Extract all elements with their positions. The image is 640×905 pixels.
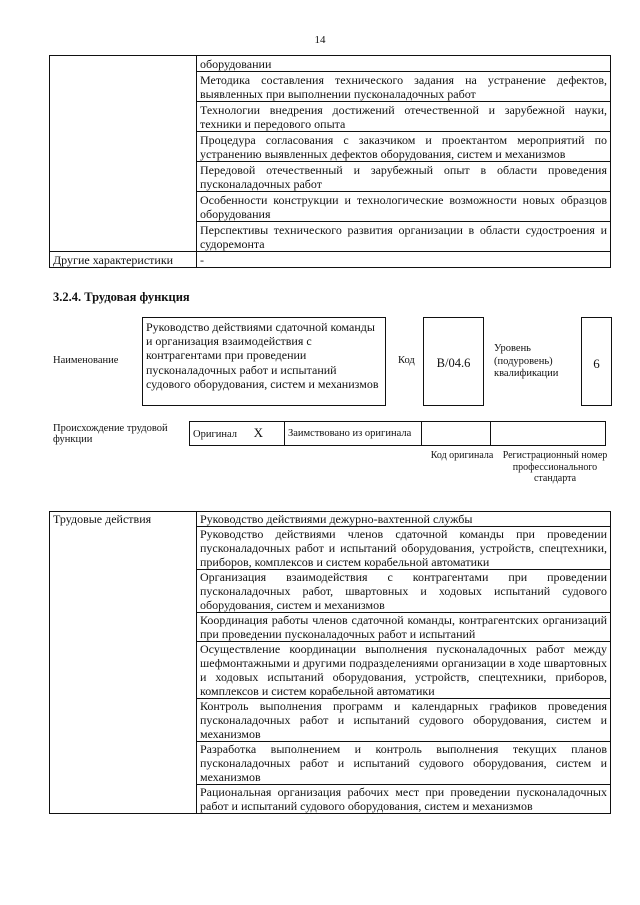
labor-action-item: Рациональная организация рабочих мест при проведении пусконаладочных работ и испытаний судового оборудования, систем и механизмов [197,785,611,814]
knowledge-item: Процедура согласования с заказчиком и проектантом мероприятий по устранению выявленных дефектов оборудования, систем и механизмов [197,132,611,162]
knowledge-item: Технологии внедрения достижений отечественной и зарубежной науки, техники и передового опыта [197,102,611,132]
page-number: 14 [314,34,326,46]
page-bottom-margin [0,831,640,905]
knowledge-item: оборудовании [197,56,611,72]
original-cell [190,422,285,446]
labor-action-item: Осуществление координации выполнения пусконаладочных работ между шефмонтажными и другими подразделениями организации в ходе швартовных и ходовых испытаний оборудования, устройств, спецтехники, приборов, комплексов и систем корабельной автоматики [197,642,611,699]
code-value-box: B/04.6 [423,317,484,406]
code-original-cell [422,422,491,446]
knowledge-item: Перспективы технического развития организации в области судостроения и судоремонта [197,222,611,252]
other-characteristics-value: - [197,252,611,268]
labor-actions-label: Трудовые действия [50,512,197,814]
table-left-cell-empty [50,56,197,252]
original-label: Оригинал [193,429,237,440]
reg-number-cell [491,422,606,446]
knowledge-item: Передовой отечественный и зарубежный опыт в области проведения пусконаладочных работ [197,162,611,192]
original-mark: X [253,425,264,440]
labor-action-item: Организация взаимодействия с контрагентами при проведении пусконаладочных работ, швартовных и ходовых испытаний судового оборудования, систем и механизмов [197,570,611,613]
borrowed-cell: Заимствовано из оригинала [285,422,422,446]
function-name-box: Руководство действиями сдаточной команды и организация взаимодействия с контрагентами при проведении пусконаладочных работ и испытаний судового оборудования, систем и механизмов [142,317,386,406]
code-original-caption: Код оригинала [430,450,494,461]
knowledge-item: Методика составления технического задания на устранение дефектов, выявленных при выполнении пусконаладочных работ [197,72,611,102]
section-heading: 3.2.4. Трудовая функция [53,290,190,304]
name-label: Наименование [53,355,119,366]
reg-number-caption: Регистрационный номер профессионального стандарта [502,450,608,484]
table-row [50,252,611,268]
knowledge-item: Особенности конструкции и технологические возможности новых образцов оборудования [197,192,611,222]
other-characteristics-label: Другие характеристики [50,252,197,268]
level-value-box: 6 [581,317,612,406]
knowledge-table-continued [49,55,611,268]
origin-label: Происхождение трудовой функции [53,423,168,445]
code-label: Код [398,355,415,366]
labor-actions-table [49,511,611,814]
table-row [50,56,611,72]
table-row [50,512,611,527]
origin-table [189,421,606,446]
labor-action-item: Контроль выполнения программ и календарных графиков проведения пусконаладочных работ и испытаний судового оборудования, систем и механизмов [197,699,611,742]
table-row [190,422,606,446]
labor-action-item: Координация работы членов сдаточной команды, контрагентских организаций при проведении пусконаладочных работ и испытаний [197,613,611,642]
labor-action-item: Руководство действиями дежурно-вахтенной службы [197,512,611,527]
labor-action-item: Разработка выполнением и контроль выполнения текущих планов пусконаладочных работ и испытаний судового оборудования, систем и механизмов [197,742,611,785]
level-label: Уровень (подуровень) квалификации [494,343,559,379]
labor-action-item: Руководство действиями членов сдаточной команды при проведении пусконаладочных работ и испытаний оборудования, устройств, спецтехники, приборов, комплексов и систем корабельной автоматики [197,527,611,570]
